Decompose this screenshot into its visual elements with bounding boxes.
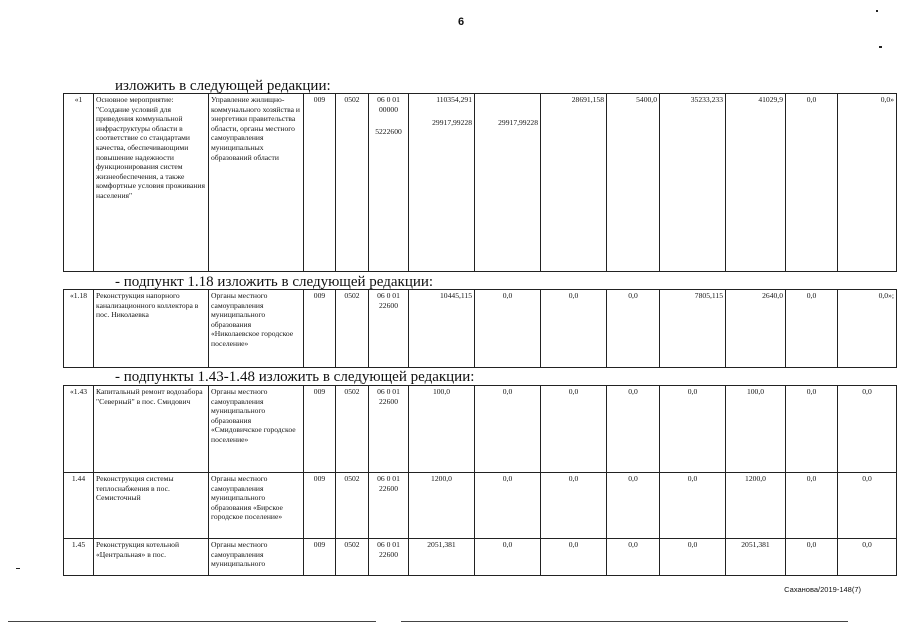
executor: Органы местного самоуправления муниципального образования «Смидовичское городское поселение» — [209, 386, 304, 473]
amount-cell: 0,0 — [786, 473, 838, 539]
row-number: «1 — [64, 94, 94, 272]
amount-cell: 0,0 — [838, 539, 897, 576]
amount-cell: 0,0 — [541, 473, 607, 539]
amount-cell: 5400,0 — [607, 94, 660, 272]
csr-code: 06 0 01 22600 — [369, 473, 409, 539]
amount-cell: 0,0 — [541, 386, 607, 473]
grbs-code: 009 — [304, 386, 336, 473]
executor: Управление жилищно-коммунального хозяйства и энергетики правительства области, органы местного самоуправления муниципальных образований области — [209, 94, 304, 272]
table-main-event — [63, 93, 897, 272]
event-name: Реконструкция напорного канализационного коллектора в пос. Николаевка — [94, 290, 209, 368]
amount-cell: 0,0 — [786, 386, 838, 473]
rzpr-code: 0502 — [336, 473, 369, 539]
amount-cell: 0,0 — [786, 290, 838, 368]
csr-code-2: 5222600 — [375, 127, 402, 137]
rzpr-code: 0502 — [336, 539, 369, 576]
amount-cell: 0,0 — [607, 386, 660, 473]
csr-code: 06 0 01 22600 — [369, 539, 409, 576]
table-row — [64, 290, 897, 368]
amount-cell: 0,0 — [541, 539, 607, 576]
amount-cell: 1200,0 — [726, 473, 786, 539]
csr-code-1: 06 0 01 00000 — [377, 95, 400, 114]
amount-value: 29917,99228 — [498, 118, 538, 127]
amount-cell: 0,0 — [607, 290, 660, 368]
event-name: Реконструкция котельной «Центральная» в пос. — [94, 539, 209, 576]
amount-cell: 41029,9 — [726, 94, 786, 272]
amount-cell: 7805,115 — [660, 290, 726, 368]
amount-cell: 0,0 — [607, 539, 660, 576]
grbs-code: 009 — [304, 290, 336, 368]
amount-cell: 2051,381 — [726, 539, 786, 576]
scan-speck — [879, 46, 882, 48]
event-name: Основное мероприятие: "Создание условий для приведения коммунальной инфраструктуры области в соответствие со стандартами качества, обеспечивающими повышение надежности функционирования систем жизнеобеспечения, а также комфортные условия проживания населения" — [94, 94, 209, 272]
amount-cell: 0,0» — [838, 94, 897, 272]
amount-cell: 0,0 — [475, 290, 541, 368]
amount-cell: 0,0 — [660, 386, 726, 473]
amount-cell: 0,0 — [475, 539, 541, 576]
csr-code: 06 0 01 22600 — [369, 386, 409, 473]
row-number: «1.43 — [64, 386, 94, 473]
table-subitem-1-18 — [63, 289, 897, 368]
table-row — [64, 473, 897, 539]
amount-cell: 0,0 — [475, 386, 541, 473]
amount-cell: 2640,0 — [726, 290, 786, 368]
table-row — [64, 94, 897, 272]
total-amount: 10445,115 — [409, 290, 475, 368]
amount-cell: 28691,158 — [541, 94, 607, 272]
row-number: 1.45 — [64, 539, 94, 576]
total-amount-2: 29917,99228 — [432, 117, 472, 127]
document-id: Саханова/2019-148(7) — [784, 585, 861, 594]
heading-1: изложить в следующей редакции: — [115, 78, 331, 94]
page-bottom-line — [8, 621, 376, 622]
amount-cell: 0,0 — [838, 473, 897, 539]
rzpr-code: 0502 — [336, 290, 369, 368]
amount-cell: 100,0 — [726, 386, 786, 473]
row-number: 1.44 — [64, 473, 94, 539]
total-amount-1: 110354,291 — [436, 95, 472, 104]
amount-cell: 35233,233 — [660, 94, 726, 272]
total-amount: 100,0 — [409, 386, 475, 473]
amount-cell: 0,0 — [475, 473, 541, 539]
amount-cell: 0,0 — [607, 473, 660, 539]
table-row — [64, 386, 897, 473]
scan-speck — [876, 10, 878, 12]
event-name: Реконструкция системы теплоснабжения в пос. Семисточный — [94, 473, 209, 539]
scan-speck — [16, 568, 20, 569]
grbs-code: 009 — [304, 473, 336, 539]
rzpr-code: 0502 — [336, 94, 369, 272]
page-bottom-line — [401, 621, 848, 622]
amount-cell: 0,0 — [786, 94, 838, 272]
total-amount: 1200,0 — [409, 473, 475, 539]
amount-cell: 0,0 — [786, 539, 838, 576]
amount-cell: 0,0 — [660, 539, 726, 576]
amount-cell — [475, 94, 541, 272]
page-number: 6 — [457, 16, 465, 28]
amount-cell: 0,0»; — [838, 290, 897, 368]
executor: Органы местного самоуправления муниципального — [209, 539, 304, 576]
event-name: Капитальный ремонт водозабора "Северный" в пос. Смидович — [94, 386, 209, 473]
table-subitems-1-43-1-48 — [63, 385, 897, 576]
executor: Органы местного самоуправления муниципального образования «Бирское городское поселение» — [209, 473, 304, 539]
executor: Органы местного самоуправления муниципального образования «Николаевское городское поселение» — [209, 290, 304, 368]
heading-2: - подпункт 1.18 изложить в следующей редакции: — [115, 274, 434, 290]
csr-code — [369, 94, 409, 272]
amount-cell: 0,0 — [838, 386, 897, 473]
amount-cell: 0,0 — [660, 473, 726, 539]
rzpr-code: 0502 — [336, 386, 369, 473]
table-row — [64, 539, 897, 576]
total-amount — [409, 94, 475, 272]
amount-cell: 0,0 — [541, 290, 607, 368]
grbs-code: 009 — [304, 539, 336, 576]
total-amount: 2051,381 — [409, 539, 475, 576]
grbs-code: 009 — [304, 94, 336, 272]
row-number: «1.18 — [64, 290, 94, 368]
heading-3: - подпункты 1.43-1.48 изложить в следующей редакции: — [115, 369, 475, 385]
csr-code: 06 0 01 22600 — [369, 290, 409, 368]
